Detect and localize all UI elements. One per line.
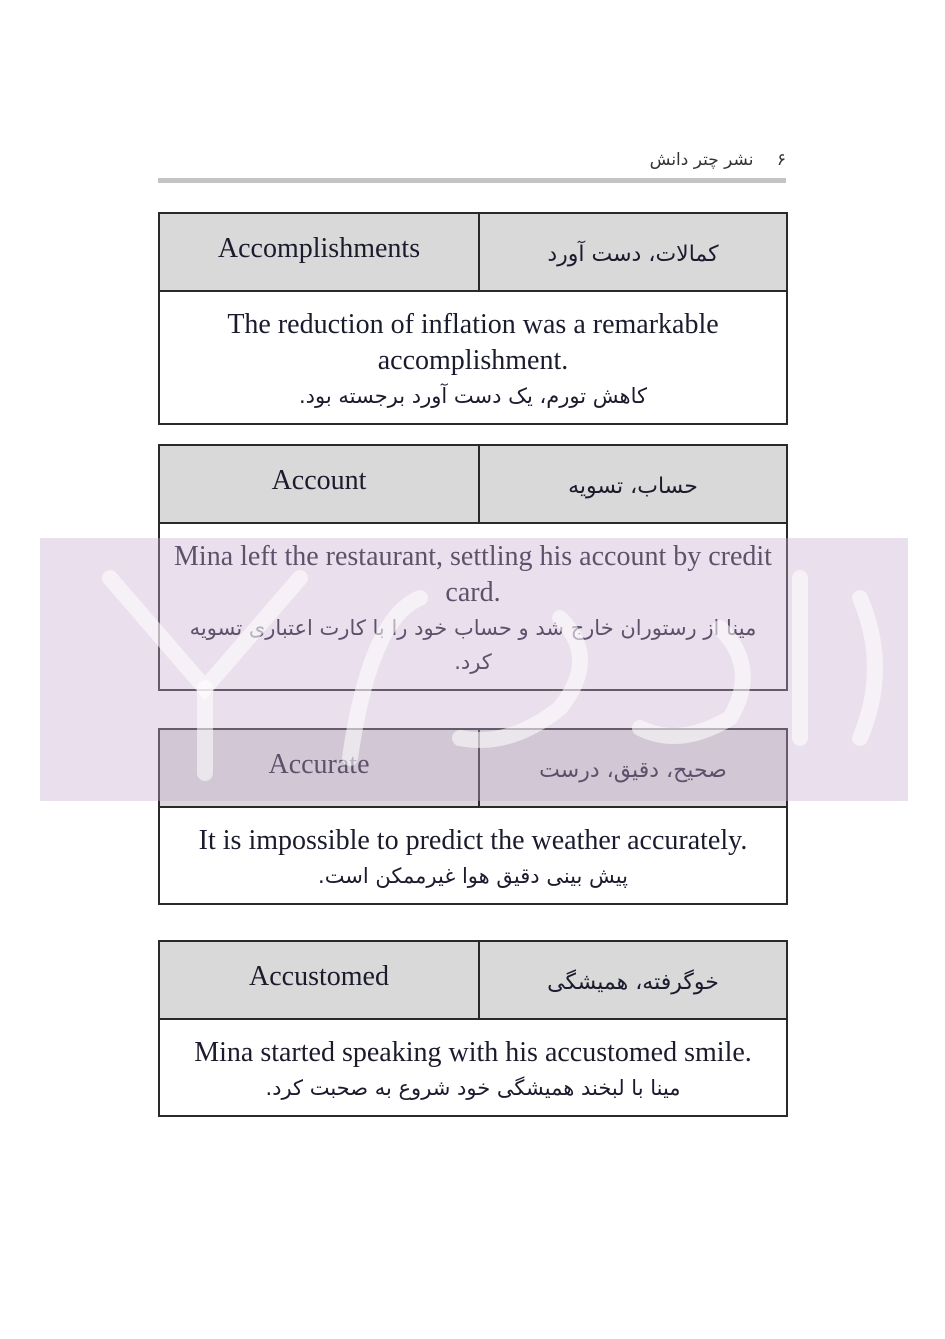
- sentence-fa: کاهش تورم، یک دست آورد برجسته بود.: [298, 384, 648, 408]
- page-number: ۶: [776, 150, 786, 170]
- term-en: Accurate: [160, 730, 480, 806]
- term-en: Accustomed: [160, 942, 480, 1018]
- vocab-entry: [158, 212, 788, 425]
- sentence-en: Mina started speaking with his accustomed smile.: [194, 1037, 752, 1068]
- sentence-fa: پیش بینی دقیق هوا غیرممکن است.: [318, 864, 628, 888]
- sentence-fa: مینا از رستوران خارج شد و حساب خود را با کارت اعتباری تسویه کرد.: [189, 616, 757, 674]
- term-fa: کمالات، دست آورد: [480, 214, 786, 290]
- sentence-en: It is impossible to predict the weather accurately.: [198, 825, 748, 856]
- term-en: Account: [160, 446, 480, 522]
- vocab-entry: [158, 728, 788, 905]
- term-fa: حساب، تسویه: [480, 446, 786, 522]
- sentence-fa: مینا با لبخند همیشگی خود شروع به صحبت کرد.: [265, 1076, 681, 1100]
- term-fa: خوگرفته، همیشگی: [480, 942, 786, 1018]
- sentence-en: Mina left the restaurant, settling his account by credit card.: [174, 541, 772, 608]
- sentence-en: The reduction of inflation was a remarkable accomplishment.: [227, 309, 719, 376]
- term-fa: صحیح، دقیق، درست: [480, 730, 786, 806]
- publisher-name: نشر چتر دانش: [649, 150, 754, 170]
- header-rule: [158, 178, 786, 183]
- term-en: Accomplishments: [160, 214, 480, 290]
- vocab-entry: [158, 444, 788, 691]
- vocab-entry: [158, 940, 788, 1117]
- page-header: [158, 150, 786, 178]
